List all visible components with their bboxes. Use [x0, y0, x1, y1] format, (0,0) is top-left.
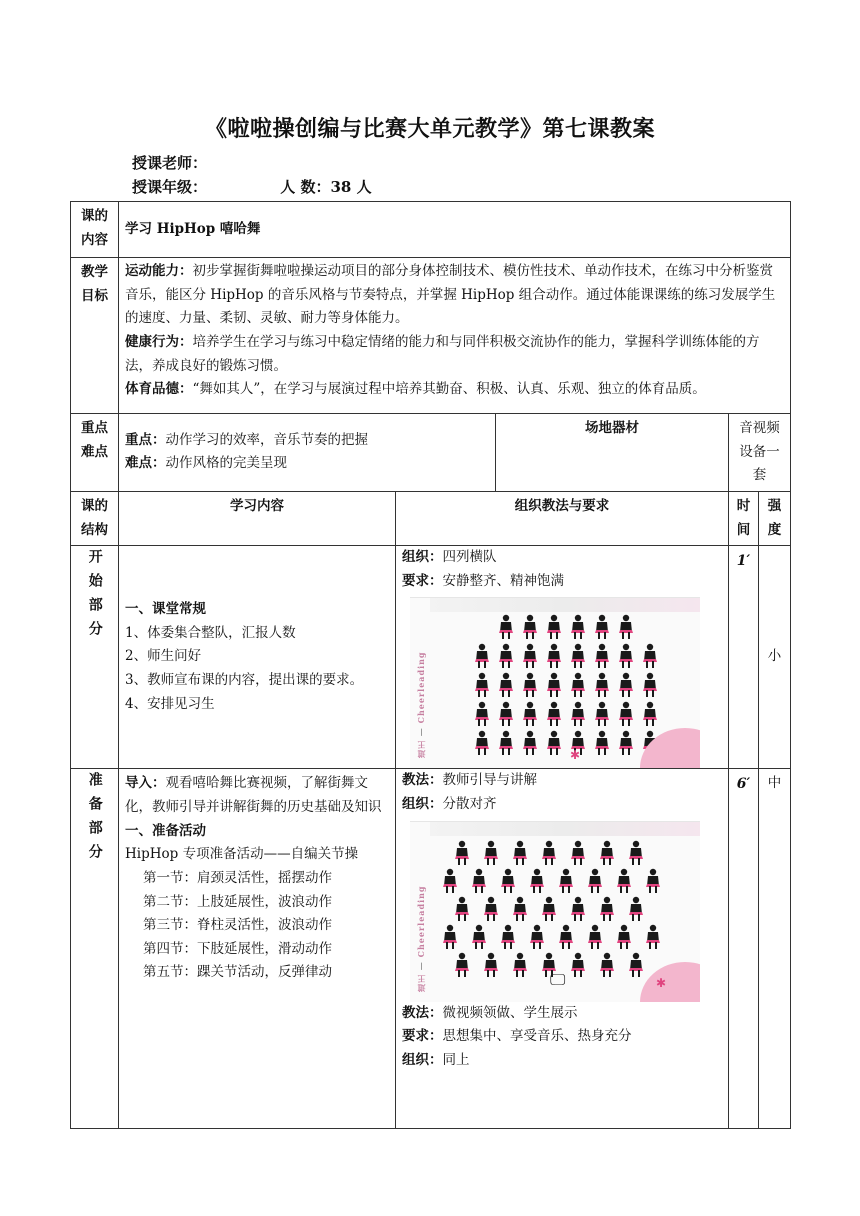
student-figure-icon [513, 952, 527, 976]
student-figure-icon [571, 702, 585, 726]
grade-label: 授课年级： [132, 178, 208, 196]
student-figure-icon [619, 615, 633, 639]
part2-item: 第五节：踝关节活动，反弹律动 [143, 964, 332, 981]
student-figure-icon [523, 644, 537, 668]
focus-text: 动作学习的效率，音乐节奏的把握 [165, 431, 368, 448]
part2-item: 第三节：脊柱灵活性，波浪动作 [143, 917, 332, 934]
student-figure-icon [513, 896, 527, 920]
req-head: 要求： [402, 572, 443, 589]
student-figure-icon [513, 840, 527, 864]
org-head: 组织： [402, 549, 443, 566]
part1-row [71, 546, 791, 769]
student-figure-icon [443, 868, 457, 892]
student-figure-icon [643, 644, 657, 668]
student-figure-icon [619, 731, 633, 755]
key-row [71, 414, 791, 492]
formation-figure-1 [410, 597, 700, 768]
method-head: 教法： [402, 772, 443, 789]
part1-item: 1、体委集合整队，汇报人数 [125, 624, 296, 641]
student-figure-icon [559, 868, 573, 892]
goal-item [125, 331, 784, 378]
goals-cell [119, 258, 791, 414]
difficulty-text: 动作风格的完美呈现 [165, 455, 287, 472]
org-head: 组织： [402, 796, 443, 812]
key-label: 重点难点 [71, 414, 119, 492]
part1-heading: 一、课堂常规 [125, 601, 206, 618]
part2-item: 第四节：下肢延展性，滑动动作 [143, 940, 332, 957]
student-figure-icon [472, 924, 486, 948]
student-figure-icon [523, 731, 537, 755]
req-text: 思想集中、享受音乐、热身充分 [442, 1028, 632, 1045]
student-figure-icon [475, 702, 489, 726]
student-figure-icon [542, 896, 556, 920]
student-figure-icon [595, 615, 609, 639]
header-row [71, 491, 791, 545]
key-cell [119, 414, 496, 492]
part2-method [396, 769, 729, 1129]
student-figure-icon [499, 615, 513, 639]
student-figure-icon [530, 868, 544, 892]
student-figure-icon [455, 952, 469, 976]
student-figure-icon [619, 673, 633, 697]
brand-watermark: 道王 — Cheerleading [416, 651, 426, 759]
student-figure-icon [499, 731, 513, 755]
student-figure-icon [629, 896, 643, 920]
student-figure-icon [571, 896, 585, 920]
student-figure-icon [501, 868, 515, 892]
goal-item [125, 260, 784, 331]
student-figure-icon [571, 673, 585, 697]
part1-label-cell [71, 546, 119, 769]
student-figure-icon [617, 868, 631, 892]
header-method: 组织教法与要求 [396, 491, 729, 545]
student-figure-icon [499, 644, 513, 668]
intro-head: 导入： [125, 775, 166, 792]
student-figure-icon [484, 896, 498, 920]
part2-intensity: 中 [767, 775, 782, 792]
part1-method [396, 546, 729, 769]
student-figure-icon [559, 924, 573, 948]
goal-head: 体育品德： [125, 381, 193, 398]
focus-head: 重点： [125, 431, 166, 448]
student-figure-icon [443, 924, 457, 948]
part2-label: 准备部分 [86, 772, 103, 869]
part1-item: 4、安排见习生 [125, 695, 215, 712]
part2-row [71, 769, 791, 1129]
student-figure-icon [523, 673, 537, 697]
student-figure-icon [547, 615, 561, 639]
method-text: 教师引导与讲解 [442, 772, 537, 789]
student-figure-icon [499, 673, 513, 697]
part2-subheading: HipHop 专项准备活动——自编关节操 [125, 846, 359, 863]
req-head: 要求： [402, 1028, 443, 1045]
goal-item [125, 378, 784, 402]
header-intensity: 强度 [759, 491, 791, 545]
student-figure-icon [600, 952, 614, 976]
student-figure-icon [619, 702, 633, 726]
teacher-label: 授课老师： [132, 154, 208, 172]
student-figure-icon [595, 673, 609, 697]
student-figure-icon [547, 731, 561, 755]
goals-label: 教学目标 [71, 258, 119, 414]
org-text: 分散对齐 [442, 796, 497, 812]
part2-intensity-cell [759, 769, 791, 1129]
student-figure-icon [617, 924, 631, 948]
part2-item: 第一节：肩颈灵活性，摇摆动作 [143, 869, 332, 886]
student-figure-icon [501, 924, 515, 948]
part1-time-cell [729, 546, 759, 769]
part2-time: 6′ [736, 776, 751, 793]
student-figure-icon [600, 896, 614, 920]
method-text: 微视频领做、学生展示 [442, 1004, 578, 1021]
part1-item: 2、师生问好 [125, 648, 202, 665]
part2-label-cell [71, 769, 119, 1129]
goals-row [71, 258, 791, 414]
goal-head: 健康行为： [125, 333, 193, 350]
student-figure-icon [588, 868, 602, 892]
goal-head: 运动能力： [125, 263, 193, 279]
student-figure-icon [475, 673, 489, 697]
req-text: 安静整齐、精神饱满 [442, 572, 564, 589]
intro-text: 观看嘻哈舞比赛视频，了解街舞文化，教师引导并讲解街舞的历史基础及知识 [125, 775, 382, 815]
student-figure-icon [484, 952, 498, 976]
part1-intensity-cell [759, 546, 791, 769]
student-figure-icon [547, 673, 561, 697]
part2-content [119, 769, 396, 1129]
grade-line [132, 176, 372, 197]
student-figure-icon [600, 840, 614, 864]
student-figure-icon [588, 924, 602, 948]
part1-item: 3、教师宣布课的内容，提出课的要求。 [125, 672, 364, 689]
student-figure-icon [595, 644, 609, 668]
method-head: 教法： [402, 1004, 443, 1021]
part1-time: 1′ [736, 553, 751, 570]
star-icon: ✱ [570, 748, 581, 763]
goal-text: 培养学生在学习与练习中稳定情绪的能力和与同伴积极交流协作的能力，掌握科学训练体能的方法，养成良好的锻炼习惯。 [125, 333, 760, 374]
header-time: 时间 [729, 491, 759, 545]
lesson-plan-table [70, 201, 791, 1129]
student-figure-icon [571, 952, 585, 976]
student-figure-icon [571, 615, 585, 639]
part2-item: 第二节：上肢延展性，波浪动作 [143, 893, 332, 910]
student-figure-icon [472, 868, 486, 892]
student-figure-icon [547, 702, 561, 726]
student-figure-icon [643, 702, 657, 726]
monitor-icon: 🖵 [550, 969, 566, 989]
org-text: 同上 [442, 1051, 470, 1068]
student-figure-icon [595, 731, 609, 755]
org-head: 组织： [402, 1051, 443, 1068]
student-figure-icon [629, 952, 643, 976]
student-figure-icon [523, 615, 537, 639]
student-figure-icon [595, 702, 609, 726]
brand-watermark: 道王 — Cheerleading [416, 885, 426, 992]
difficulty-head: 难点： [125, 455, 166, 472]
part1-label: 开始部分 [86, 549, 103, 646]
content-label: 课的内容 [71, 202, 119, 258]
student-figure-icon [484, 840, 498, 864]
student-figure-icon [629, 840, 643, 864]
student-figure-icon [571, 840, 585, 864]
student-figure-icon [499, 702, 513, 726]
student-figure-icon [542, 840, 556, 864]
formation-figure-2 [410, 821, 700, 1002]
student-figure-icon [646, 868, 660, 892]
student-figure-icon [643, 673, 657, 697]
header-content: 学习内容 [119, 491, 396, 545]
student-figure-icon [571, 644, 585, 668]
venue-label: 场地器材 [496, 414, 729, 492]
content-row [71, 202, 791, 258]
student-figure-icon [547, 644, 561, 668]
venue-value: 音视频设备一套 [729, 414, 791, 492]
star-icon: ✱ [656, 975, 667, 990]
page-title: 《啦啦操创编与比赛大单元教学》第七课教案 [204, 116, 655, 142]
part1-intensity: 小 [767, 648, 782, 665]
content-value: 学习 HipHop 嘻哈舞 [119, 202, 791, 258]
header-structure: 课的结构 [71, 491, 119, 545]
student-count: 人 数：38 人 [280, 178, 372, 196]
part1-content [119, 546, 396, 769]
student-figure-icon [646, 924, 660, 948]
goal-text: 初步掌握街舞啦啦操运动项目的部分身体控制技术、模仿性技术、单动作技术，在练习中分析鉴赏音乐，能区分 HipHop 的音乐风格与节奏特点，并掌握 HipHop 组合动作。通过体能课课练的练习发展学生的速度、力量、柔韧、灵敏、耐力等身体能力。 [125, 263, 776, 327]
goal-text: “舞如其人”，在学习与展演过程中培养其勤奋、积极、认真、乐观、独立的体育品质。 [192, 381, 706, 398]
part2-heading: 一、准备活动 [125, 822, 206, 839]
student-figure-icon [475, 731, 489, 755]
student-figure-icon [530, 924, 544, 948]
org-text: 四列横队 [442, 549, 497, 566]
student-figure-icon [523, 702, 537, 726]
student-figure-icon [475, 644, 489, 668]
part2-time-cell [729, 769, 759, 1129]
student-figure-icon [619, 644, 633, 668]
student-figure-icon [455, 840, 469, 864]
student-figure-icon [455, 896, 469, 920]
